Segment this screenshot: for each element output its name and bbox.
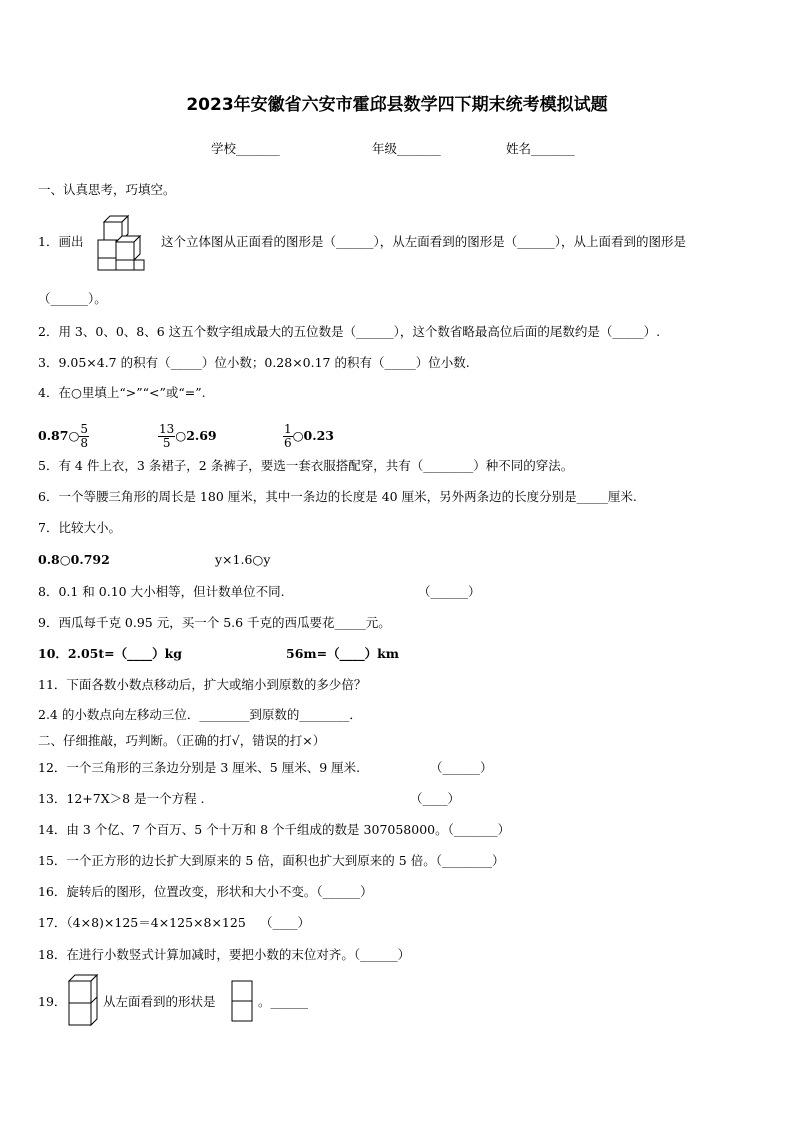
q7-item-a: 0.8○0.792 xyxy=(38,552,110,567)
q17-answer[interactable]: （____） xyxy=(260,915,311,930)
q4-c-denominator: 6 xyxy=(284,436,292,450)
section-1-heading: 一、认真思考，巧填空。 xyxy=(38,182,176,197)
q11: 11．下面各数小数点移动后，扩大或缩小到原数的多少倍？ xyxy=(38,677,367,692)
q12-answer[interactable]: （______） xyxy=(430,760,493,775)
section-2-heading: 二、仔细推敲，巧判断。（正确的打√，错误的打×） xyxy=(38,733,326,748)
name-field[interactable]: 姓名_______ xyxy=(506,141,575,156)
two-cube-stack-figure-icon xyxy=(66,974,102,1028)
q19-answer[interactable]: 。______ xyxy=(258,994,309,1009)
q4-c-fraction xyxy=(283,423,293,450)
page-title: 2023年安徽省六安市霍邱县数学四下期末统考模拟试题 xyxy=(186,95,608,115)
q18: 18．在进行小数竖式计算加减时，要把小数的末位对齐。（______） xyxy=(38,947,411,962)
q11-item: 2.4 的小数点向左移动三位．________到原数的________． xyxy=(38,707,362,722)
q10-b: 56m=（____）km xyxy=(286,646,399,661)
q4-item-a xyxy=(38,423,89,450)
q8-text: 8．0.1 和 0.10 大小相等，但计数单位不同. xyxy=(38,584,285,599)
q12-text: 12．一个三角形的三条边分别是 3 厘米、5 厘米、9 厘米. xyxy=(38,760,361,775)
q4-b-right: ○2.69 xyxy=(175,428,217,443)
q1-text: 这个立体图从正面看的图形是（______），从左面看到的图形是（______），从上面看到的图形是 xyxy=(161,234,687,249)
q4-b-denominator: 5 xyxy=(162,436,171,450)
q13-answer[interactable]: （____） xyxy=(410,791,461,806)
cube-stack-figure-icon xyxy=(97,214,149,272)
q4-a-fraction xyxy=(79,423,89,450)
q5: 5．有 4 件上衣，3 条裙子，2 条裤子，要选一套衣服搭配穿，共有（________）种不同的穿法。 xyxy=(38,458,574,473)
q4-item-c xyxy=(283,423,334,450)
q13-text: 13．12+7X＞8 是一个方程 . xyxy=(38,791,205,806)
q1-continuation: （______）。 xyxy=(38,291,107,306)
left-view-shape-icon xyxy=(231,980,255,1024)
q4-c-right: ○0.23 xyxy=(292,428,334,443)
q4-b-numerator: 13 xyxy=(159,422,175,436)
q17-text: 17．（4×8)×125＝4×125×8×125 xyxy=(38,915,246,930)
q19-number: 19． xyxy=(38,994,67,1009)
q2: 2．用 3、0、0、8、6 这五个数字组成最大的五位数是（______），这个数省略最高位后面的尾数约是（_____）. xyxy=(38,324,661,339)
grade-field[interactable]: 年级_______ xyxy=(372,141,441,156)
q7: 7．比较大小。 xyxy=(38,520,121,535)
q3: 3．9.05×4.7 的积有（_____）位小数；0.28×0.17 的积有（_____）位小数. xyxy=(38,355,470,370)
q7-item-b: y×1.6○y xyxy=(215,552,271,567)
q14: 14．由 3 个亿、7 个百万、5 个十万和 8 个千组成的数是 307058000。（_______） xyxy=(38,822,511,837)
q19-text: 从左面看到的形状是 xyxy=(103,994,216,1009)
q4-a-denominator: 8 xyxy=(80,436,88,450)
q4-a-numerator: 5 xyxy=(80,422,88,436)
q6: 6．一个等腰三角形的周长是 180 厘米，其中一条边的长度是 40 厘米，另外两条边的长度分别是_____厘米. xyxy=(38,489,637,504)
q4: 4．在○里填上“>”“<”或“=”. xyxy=(38,385,206,400)
q16: 16．旋转后的图形，位置改变，形状和大小不变。（______） xyxy=(38,884,373,899)
q15: 15．一个正方形的边长扩大到原来的 5 倍，面积也扩大到原来的 5 倍。（________） xyxy=(38,853,505,868)
q4-item-b xyxy=(158,423,217,450)
q4-c-numerator: 1 xyxy=(284,422,292,436)
school-field[interactable]: 学校_______ xyxy=(211,141,280,156)
q4-a-left: 0.87○ xyxy=(38,428,80,443)
q4-b-fraction xyxy=(158,423,175,450)
q9: 9．西瓜每千克 0.95 元，买一个 5.6 千克的西瓜要花_____元。 xyxy=(38,615,391,630)
q8-answer[interactable]: （______） xyxy=(418,584,481,599)
q1-number: 1．画出 xyxy=(38,234,84,249)
q10-a: 10．2.05t=（____）kg xyxy=(38,646,182,661)
